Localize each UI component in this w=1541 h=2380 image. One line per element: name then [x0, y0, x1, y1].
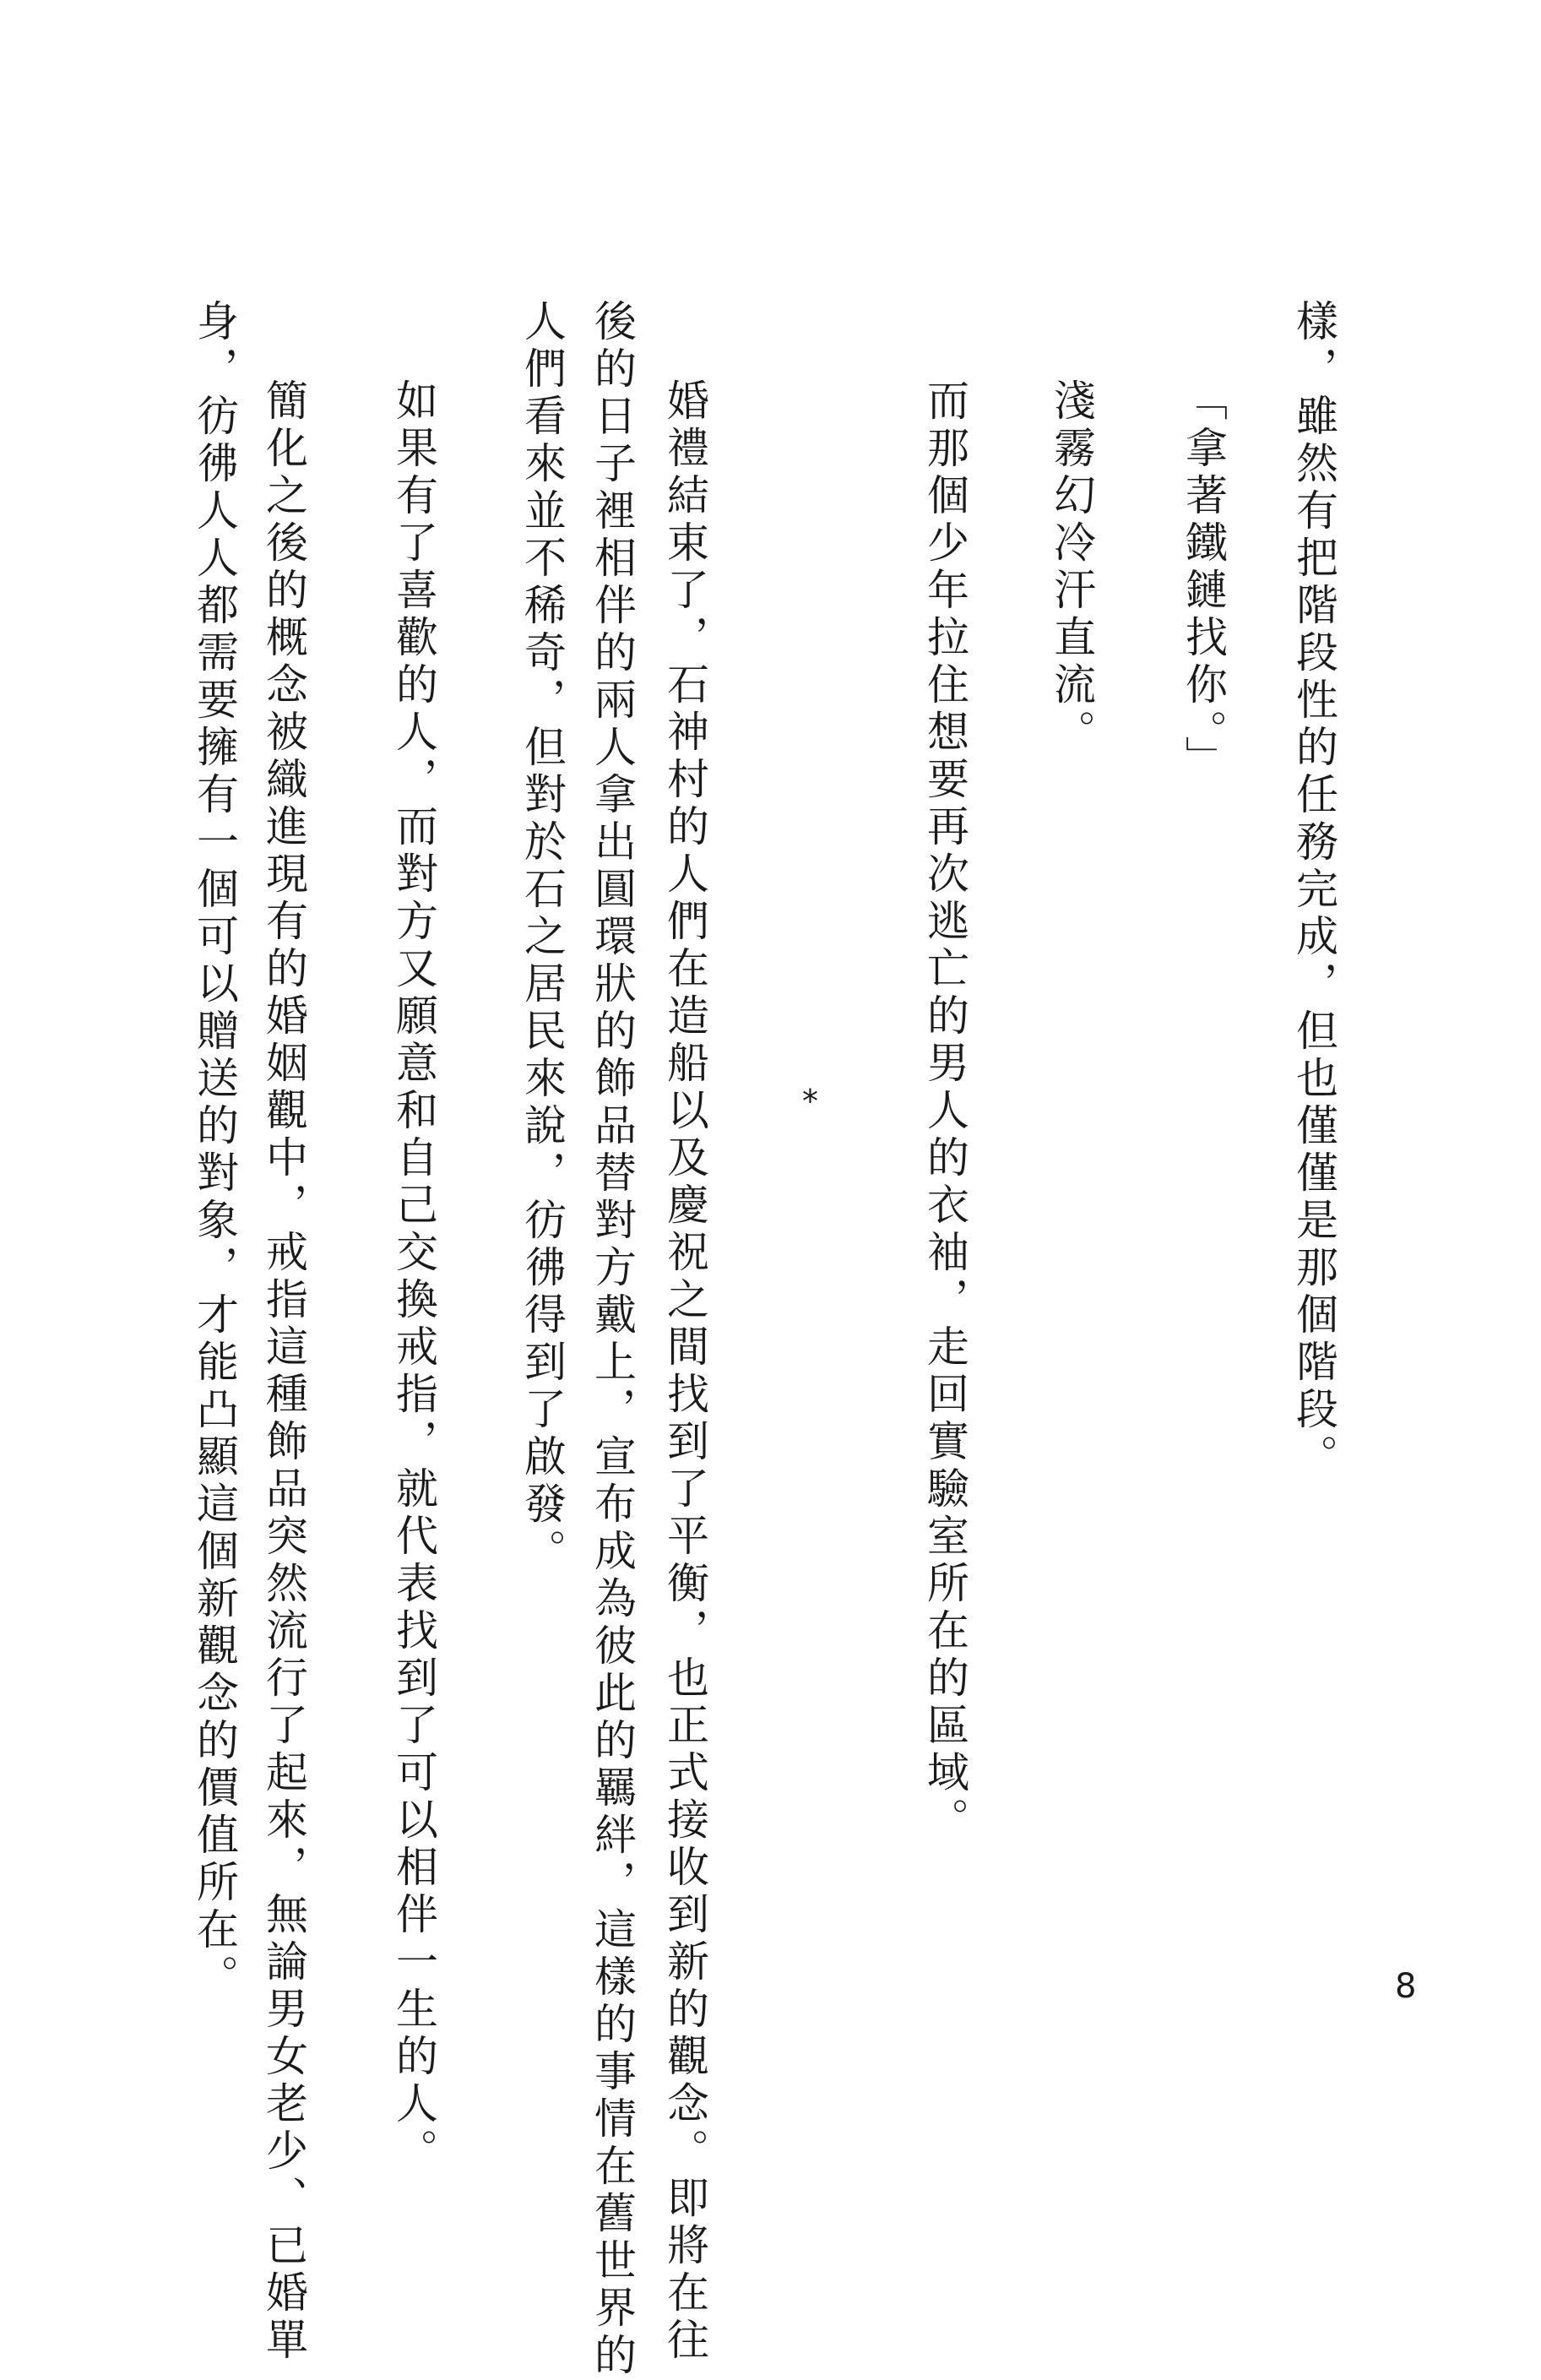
text-column-1: 樣，雖然有把階段性的任務完成，但也僅僅是那個階段。 — [1289, 299, 1338, 1481]
text-column-6: 後的日子裡相伴的兩人拿出圓環狀的飾品替對方戴上，宣布成為彼此的羈絆，這樣的事情在舊世界的 — [588, 299, 637, 2380]
text-column-8: 如果有了喜歡的人，而對方又願意和自己交換戒指，就代表找到了可以相伴一生的人。 — [389, 378, 438, 2176]
text-column-2: 「拿著鐵鏈找你。」 — [1179, 378, 1228, 783]
page-number: 8 — [1395, 1967, 1417, 2006]
text-column-7: 人們看來並不稀奇，但對於石之居民來說，彷彿得到了啟發。 — [518, 299, 567, 1576]
text-column-3: 淺霧幻冷汗直流。 — [1047, 378, 1096, 757]
text-column-9: 簡化之後的概念被織進現有的婚姻觀中，戒指這種飾品突然流行了起來，無論男女老少、已婚單 — [259, 378, 308, 2365]
text-column-10: 身，彷彿人人都需要擁有一個可以贈送的對象，才能凸顯這個新觀念的價值所在。 — [190, 299, 239, 2002]
section-break: * — [802, 1083, 818, 1120]
text-column-4: 而那個少年拉住想要再次逃亡的男人的衣袖，走回實驗室所在的區域。 — [920, 378, 969, 1845]
text-column-5: 婚禮結束了，石神村的人們在造船以及慶祝之間找到了平衡，也正式接收到新的觀念。即將在往 — [660, 378, 709, 2365]
